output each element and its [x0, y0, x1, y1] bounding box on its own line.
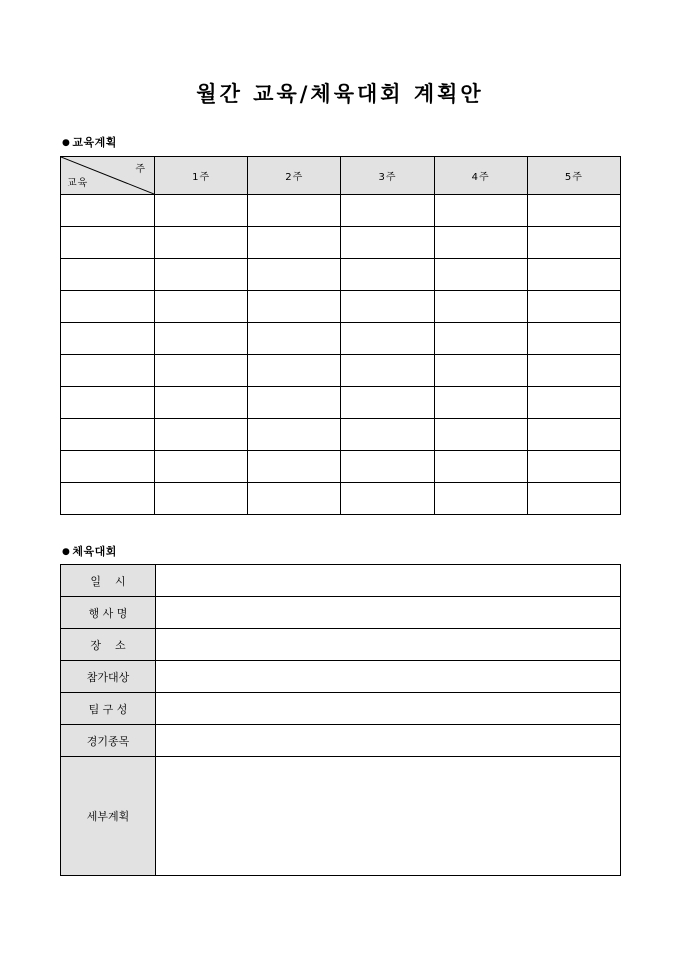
- week-3-cell[interactable]: [341, 323, 434, 355]
- week-1-cell[interactable]: [155, 387, 248, 419]
- field-row-detail-plan: [61, 757, 621, 876]
- education-row: [61, 355, 621, 387]
- week-1-cell[interactable]: [155, 195, 248, 227]
- week-2-cell[interactable]: [248, 451, 341, 483]
- week-4-cell[interactable]: [434, 419, 527, 451]
- week-4-cell[interactable]: [434, 227, 527, 259]
- week-1-cell[interactable]: [155, 323, 248, 355]
- week-2-cell[interactable]: [248, 387, 341, 419]
- field-row-date: [61, 565, 621, 597]
- field-row-team-composition: [61, 693, 621, 725]
- education-row: [61, 227, 621, 259]
- week-2-cell[interactable]: [248, 419, 341, 451]
- week-header-5: 5주: [527, 157, 620, 195]
- week-2-cell[interactable]: [248, 195, 341, 227]
- week-3-cell[interactable]: [341, 259, 434, 291]
- education-topic-cell[interactable]: [61, 451, 155, 483]
- education-topic-cell[interactable]: [61, 323, 155, 355]
- field-value-detail-plan[interactable]: [156, 757, 621, 876]
- week-5-cell[interactable]: [527, 291, 620, 323]
- education-row: [61, 259, 621, 291]
- week-1-cell[interactable]: [155, 259, 248, 291]
- week-1-cell[interactable]: [155, 227, 248, 259]
- field-row-participants: [61, 661, 621, 693]
- week-3-cell[interactable]: [341, 387, 434, 419]
- education-row: [61, 483, 621, 515]
- education-section-heading: [62, 134, 117, 150]
- education-row: [61, 291, 621, 323]
- week-3-cell[interactable]: [341, 483, 434, 515]
- field-label-location: [61, 629, 156, 661]
- corner-week-label: 주: [135, 164, 146, 175]
- bullet-icon: ●: [62, 138, 71, 148]
- education-topic-cell[interactable]: [61, 355, 155, 387]
- week-4-cell[interactable]: [434, 483, 527, 515]
- field-row-location: [61, 629, 621, 661]
- week-3-cell[interactable]: [341, 227, 434, 259]
- education-topic-cell[interactable]: [61, 387, 155, 419]
- field-value-location[interactable]: [156, 629, 621, 661]
- week-5-cell[interactable]: [527, 483, 620, 515]
- education-topic-cell[interactable]: [61, 291, 155, 323]
- week-1-cell[interactable]: [155, 483, 248, 515]
- education-row: [61, 419, 621, 451]
- education-topic-cell[interactable]: [61, 419, 155, 451]
- week-3-cell[interactable]: [341, 291, 434, 323]
- field-label-team-composition: [61, 693, 156, 725]
- week-4-cell[interactable]: [434, 323, 527, 355]
- field-value-team-composition[interactable]: [156, 693, 621, 725]
- week-header-2: 2주: [248, 157, 341, 195]
- field-row-event-name: [61, 597, 621, 629]
- week-5-cell[interactable]: [527, 195, 620, 227]
- education-table-body: [61, 195, 621, 515]
- week-4-cell[interactable]: [434, 451, 527, 483]
- field-row-events: [61, 725, 621, 757]
- education-plan-table: [60, 156, 621, 515]
- sports-section-label: 체육대회: [72, 545, 117, 558]
- week-header-4: 4주: [434, 157, 527, 195]
- week-2-cell[interactable]: [248, 355, 341, 387]
- week-5-cell[interactable]: [527, 387, 620, 419]
- week-header-1: 1주: [155, 157, 248, 195]
- week-5-cell[interactable]: [527, 451, 620, 483]
- field-label-text: 세부계획: [86, 810, 130, 823]
- field-label-text: 참가대상: [86, 670, 130, 684]
- field-value-events[interactable]: [156, 725, 621, 757]
- education-header-row: [61, 157, 621, 195]
- page-title: 월간 교육/체육대회 계획안: [196, 81, 484, 106]
- week-2-cell[interactable]: [248, 227, 341, 259]
- sports-section-heading: [62, 543, 117, 559]
- week-2-cell[interactable]: [248, 259, 341, 291]
- corner-education-label: 교육: [67, 178, 89, 189]
- week-4-cell[interactable]: [434, 355, 527, 387]
- field-label-events: [61, 725, 156, 757]
- week-3-cell[interactable]: [341, 451, 434, 483]
- education-topic-cell[interactable]: [61, 259, 155, 291]
- week-2-cell[interactable]: [248, 483, 341, 515]
- week-1-cell[interactable]: [155, 419, 248, 451]
- field-value-event-name[interactable]: [156, 597, 621, 629]
- sports-event-table: [60, 564, 621, 876]
- week-3-cell[interactable]: [341, 355, 434, 387]
- field-label-text: 팀 구 성: [88, 702, 128, 716]
- week-4-cell[interactable]: [434, 195, 527, 227]
- education-topic-cell[interactable]: [61, 483, 155, 515]
- week-4-cell[interactable]: [434, 387, 527, 419]
- week-3-cell[interactable]: [341, 195, 434, 227]
- education-row: [61, 195, 621, 227]
- field-value-date[interactable]: [156, 565, 621, 597]
- corner-header-cell: [61, 157, 155, 195]
- field-label-text: 일 시: [90, 574, 126, 588]
- field-label-text: 행 사 명: [88, 606, 128, 620]
- week-5-cell[interactable]: [527, 355, 620, 387]
- field-label-event-name: [61, 597, 156, 629]
- week-1-cell[interactable]: [155, 355, 248, 387]
- field-value-participants[interactable]: [156, 661, 621, 693]
- week-2-cell[interactable]: [248, 323, 341, 355]
- education-section-label: 교육계획: [72, 136, 117, 149]
- field-label-text: 장 소: [90, 638, 126, 652]
- week-5-cell[interactable]: [527, 419, 620, 451]
- education-row: [61, 451, 621, 483]
- field-label-text: 경기종목: [86, 734, 130, 748]
- week-5-cell[interactable]: [527, 259, 620, 291]
- education-topic-cell[interactable]: [61, 195, 155, 227]
- week-4-cell[interactable]: [434, 259, 527, 291]
- week-1-cell[interactable]: [155, 291, 248, 323]
- week-4-cell[interactable]: [434, 291, 527, 323]
- education-row: [61, 387, 621, 419]
- field-label-detail-plan: [61, 757, 156, 876]
- field-label-date: [61, 565, 156, 597]
- field-label-participants: [61, 661, 156, 693]
- week-3-cell[interactable]: [341, 419, 434, 451]
- week-5-cell[interactable]: [527, 227, 620, 259]
- week-header-3: 3주: [341, 157, 434, 195]
- education-row: [61, 323, 621, 355]
- education-topic-cell[interactable]: [61, 227, 155, 259]
- week-5-cell[interactable]: [527, 323, 620, 355]
- week-1-cell[interactable]: [155, 451, 248, 483]
- bullet-icon: ●: [62, 547, 71, 557]
- week-2-cell[interactable]: [248, 291, 341, 323]
